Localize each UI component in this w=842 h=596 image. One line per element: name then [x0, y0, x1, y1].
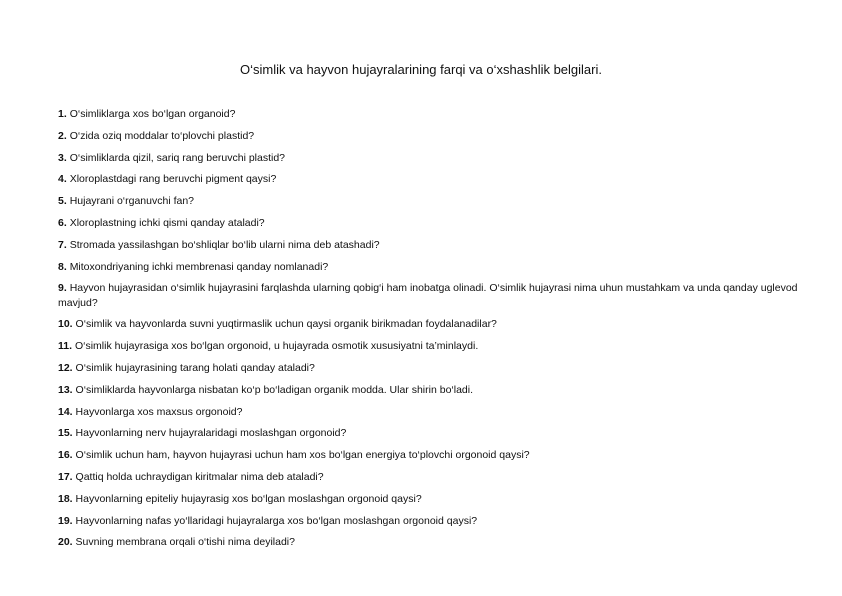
question-number: 19.	[58, 514, 73, 527]
question-number: 2.	[58, 129, 67, 142]
question-item	[58, 238, 798, 252]
question-number: 9.	[58, 282, 67, 295]
question-text: Stromada yassilashgan bo‘shliqlar bo‘lib ularni nima deb atashadi?	[69, 238, 380, 251]
question-item	[58, 383, 798, 397]
question-number: 3.	[58, 151, 67, 164]
question-item	[58, 426, 798, 440]
question-number: 16.	[58, 449, 73, 462]
question-item	[58, 172, 798, 186]
question-list	[58, 107, 798, 557]
question-number: 1.	[58, 108, 67, 120]
question-item	[58, 216, 798, 230]
question-text: O‘simlik hujayrasiga xos bo‘lgan orgonoid, u hujayrada osmotik xususiyatni ta’minlaydi.	[74, 340, 479, 353]
question-text: Hayvonlarning nerv hujayralaridagi moslashgan orgonoid?	[75, 427, 347, 440]
question-item	[58, 317, 798, 331]
question-item	[58, 129, 798, 143]
question-item	[58, 260, 798, 274]
question-item	[58, 470, 798, 484]
question-number: 13.	[58, 383, 73, 396]
question-number: 17.	[58, 470, 73, 483]
question-number: 18.	[58, 492, 73, 505]
question-text: O‘simlik va hayvonlarda suvni yuqtirmaslik uchun qaysi organik birikmadan foydalanadilar?	[75, 318, 497, 331]
question-text: Qattiq holda uchraydigan kiritmalar nima deb ataladi?	[75, 470, 324, 483]
question-text: O‘simlik uchun ham, hayvon hujayrasi uchun ham xos bo‘lgan energiya to‘plovchi orgonoid qaysi?	[75, 449, 530, 462]
question-item	[58, 194, 798, 208]
question-number: 4.	[58, 173, 67, 186]
question-item	[58, 339, 798, 353]
question-item	[58, 281, 798, 310]
question-number: 10.	[58, 318, 73, 331]
question-text: Xloroplastdagi rang beruvchi pigment qaysi?	[69, 173, 277, 186]
question-text: O‘simliklarga xos bo‘lgan organoid?	[69, 108, 236, 120]
question-item	[58, 361, 798, 375]
question-text: Mitoxondriyaning ichki membrenasi qanday nomlanadi?	[69, 260, 329, 273]
question-number: 11.	[58, 340, 73, 353]
question-text: O‘simliklarda qizil, sariq rang beruvchi plastid?	[69, 151, 286, 164]
question-item	[58, 492, 798, 506]
question-item	[58, 107, 798, 121]
question-number: 14.	[58, 405, 73, 418]
question-text: O‘simliklarda hayvonlarga nisbatan ko‘p bo‘ladigan organik modda. Ular shirin bo‘ladi.	[75, 383, 473, 396]
question-number: 5.	[58, 195, 67, 208]
question-item	[58, 151, 798, 165]
question-text: O‘zida oziq moddalar to‘plovchi plastid?	[69, 129, 255, 142]
question-number: 20.	[58, 536, 73, 549]
question-text: Hayvon hujayrasidan o‘simlik hujayrasini farqlashda ularning qobig‘i ham inobatga olinadi. O‘simlik hujayrasi nima uhun mustahkam va unda qanday uglevod mavjud?	[58, 282, 798, 309]
question-text: O‘simlik hujayrasining tarang holati qanday ataladi?	[75, 361, 315, 374]
question-number: 6.	[58, 216, 67, 229]
question-number: 15.	[58, 427, 73, 440]
page-title: O‘simlik va hayvon hujayralarining farqi va o‘xshashlik belgilari.	[240, 62, 602, 77]
question-text: Hayvonlarning epiteliy hujayrasig xos bo‘lgan moslashgan orgonoid qaysi?	[75, 492, 422, 505]
question-text: Hujayrani o‘rganuvchi fan?	[69, 195, 195, 208]
question-number: 12.	[58, 361, 73, 374]
question-text: Suvning membrana orqali o‘tishi nima deyiladi?	[75, 536, 295, 549]
question-item	[58, 448, 798, 462]
question-number: 8.	[58, 260, 67, 273]
question-item	[58, 405, 798, 419]
question-item	[58, 514, 798, 528]
question-item	[58, 535, 798, 549]
question-number: 7.	[58, 238, 67, 251]
question-text: Hayvonlarga xos maxsus orgonoid?	[75, 405, 243, 418]
question-text: Hayvonlarning nafas yo‘llaridagi hujayralarga xos bo‘lgan moslashgan orgonoid qaysi?	[75, 514, 478, 527]
question-text: Xloroplastning ichki qismi qanday ataladi?	[69, 216, 265, 229]
